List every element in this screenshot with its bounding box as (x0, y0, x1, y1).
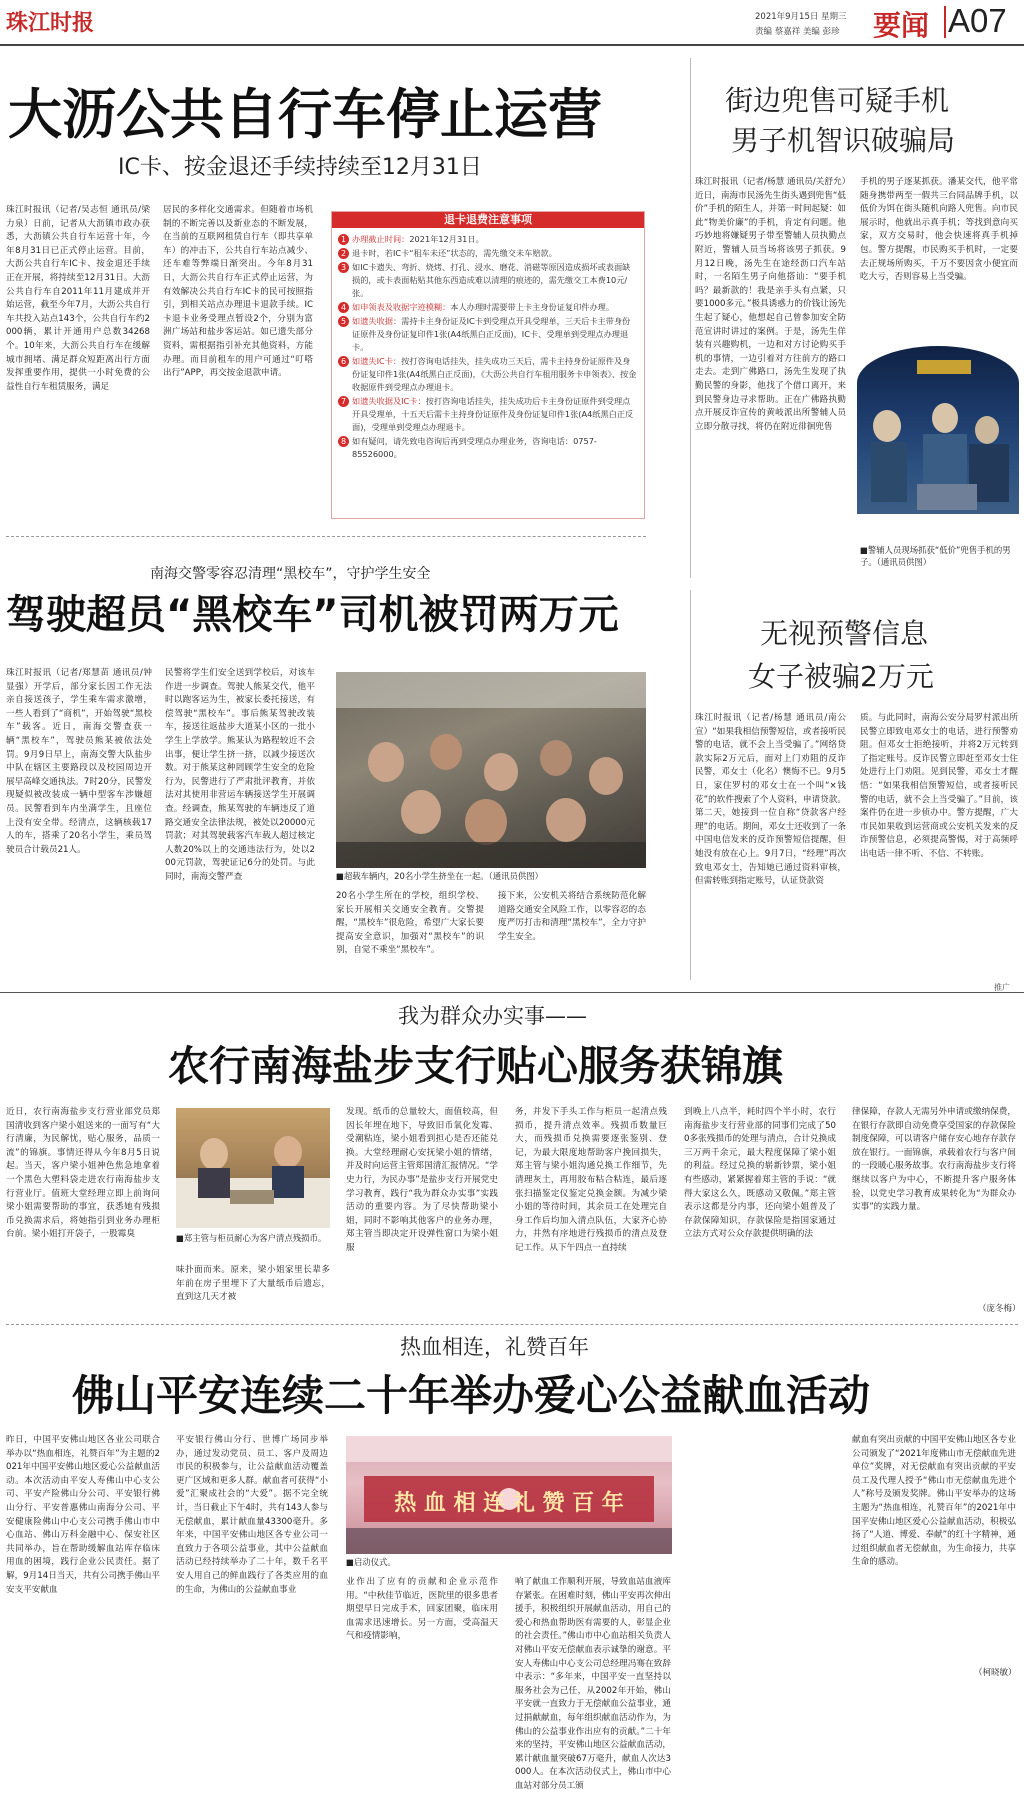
story6-col-mid (684, 1434, 836, 1680)
story2-photo (857, 346, 1019, 514)
story4-col1: 珠江时报讯（记者/杨慧 通讯员/南公宣）“如果我相信预警短信，或者接听民警的电话，就不会上当受骗了。”网络贷款实际2万元后，面对上门劝阻的反诈民警，邓女士（化名）懊悔不已。9月5日，家住罗村的邓女士在一个叫“×钱花”的软件搜索了个人资料，申请贷款。第二天，她接到一位自称“贷款客户经理”的电话。期间，邓女士还收到了一条中国电信发来的反诈预警短信提醒，但她没有放在心上。9月7日，“经理”再次致电邓女士，告知她已通过资料审核，但需转账到指定账号，认证贷款资 (695, 713, 846, 887)
story5-kicker: 我为群众办实事—— (398, 1004, 587, 1028)
notice-item (338, 355, 638, 394)
notice-item-text: 退卡时，若IC卡“租车未还”状态的，需先缴交未车赔款。 (352, 248, 557, 258)
story1-col2: 居民的多样化交通需求。但随着市场机制的不断完善以及新业态的不断发展，在当前的互联网租赁自行车（即共享单车）的冲击下，公共自行车站点减少、还车难等弊端日渐突出。今年8月31日，大沥公共自行车正式停止运营，为有效解决公共自行车IC卡的民可按照指引，到相关站点办理退卡退款手续。IC卡退卡业务受理点暂设2个，分别为富洲广场站和盐步客运站。如已遗失部分资料，需根据指引补充其他资料，方能办理。而目前租车的用户可通过“叮嗒出行”APP，再交按金退款申请。 (163, 205, 313, 379)
notice-item-text: 需持卡主身份证及IC卡到受理点开具受理单，三天后卡主带身份证原件及身份证复印件1张(A4纸黑白正反面)，IC卡、受理单到受理点办理退卡。 (352, 316, 631, 352)
story5-col6: 律保障，存款人无需另外申请或缴纳保费，在银行存款即自动免费享受国家的存款保险制度保障，可以请客户储存安心地存存款存放在银行。一面锦旗，承载着农行与客户间的一段暖心服务故事。农行南海盐步支行将继续以客户为中心，不断提升客户服务体验，以党史学习教育成果转化为“为群众办实事”的实践力量。 (852, 1107, 1016, 1213)
advert-rule (0, 992, 1024, 993)
story2-headline-line2: 男子机智识破骗局 (731, 124, 956, 157)
notice-item (338, 261, 638, 300)
notice-item-text: 如有疑问，请先致电咨询后再到受理点办理业务，咨询电话：0757-85526000。 (352, 436, 597, 459)
notice-item (338, 435, 638, 461)
story6-photo (346, 1436, 672, 1554)
story5-photo (176, 1108, 330, 1228)
story3-col2: 民警将学生们安全送到学校后，对该车作进一步调查。驾驶人熊某交代，他平时以跑客运为生，被家长委托接送，有偿驾驶“黑校车”。事后熊某驾驶改装车，接送往返盐步大道某小区的一批小学生上学放学。熊某认为路程较近不会出事，便让学生挤一挤，以减少接送次数。对于熊某这种罔顾学生安全的危险行为，民警进行了严肃批评教育，并依法对其使用非营运车辆接送学生开展调查。经调查，熊某驾驶的车辆违反了道路交通安全法律法规，被处以20000元罚款；对其驾驶载客汽车载人超过核定人数20%以上的交通违法行为，处以200元罚款，驾驶证记6分的处罚。与此同时，南海交警严查 (165, 668, 315, 882)
story3-kicker: 南海交警零容忍清理“黑校车”，守护学生安全 (150, 566, 431, 582)
story1-subhead: IC卡、按金退还手续持续至12月31日 (118, 155, 482, 180)
story2-col2: 手机的男子逐某抓获。潘某交代，他平常随身携带两至一假共三台同品牌手机，以低价为饵在街头随机向路人兜售。向市民展示时，他就出示真手机；等找到意向买家，双方交易时，他会快速将真手机掉包。警方提醒，市民购买手机时，一定要去正规场所购买，千万不要因贪小便宜而吃大亏，否则容易上当受骗。 (860, 177, 1018, 283)
story6-col1: 昨日，中国平安佛山地区各业公司联合举办以“热血相连，礼赞百年”为主题的2021年中国平安佛山地区爱心公益献血活动。本次活动由平安人寿佛山中心支公司、平安产险佛山分公司、平安银行佛山分行、平安普惠佛山南海分公司、平安健康险佛山中心支公司携手佛山市中心血站、佛山万科金融中心、保安社区共同举办，旨在帮助缓解血站库存临床用血的困境，践行企业公民责任。据了解，9月14日当天，共有公司携手佛山平安支平安献血 (6, 1435, 160, 1595)
notice-item-label: 如遗失收据及IC卡： (352, 396, 426, 406)
story5-col1: 近日，农行南海盐步支行营业部党员郑国清收到客户梁小姐送来的一面写有“大行清廉，为民解忧，贴心服务，品质一流”的锦旗。事情还得从今年8月5日说起。当天，客户梁小姐神色焦急地拿着一个黑色大塑料袋走进农行南海盐步支行营业厅。值班大堂经理立即上前询问梁小姐需要帮助的事宜，获悉她有残损币兑换需求后，将她指引到业务办理柜台前。梁小姐打开袋子，一股霉臭 (6, 1107, 160, 1240)
story6-col2: 平安银行佛山分行、世博广场同步举办，通过发动党员、员工、客户及周边市民的积极参与，让公益献血活动覆盖更广区域和更多人群。献血者可获得“小爱”汇聚成社会的“大爱”。据不完全统计，当日截止下午4时，共有143人参与无偿献血，累计献血量43300毫升。多年来，中国平安佛山地区各专业公司一直致力于各项公益事业，其中公益献血活动已经持续举办了二十年，数千名平安人用自己的鲜血践行了各类应用的血的生命，为佛山的公益献血事业 (176, 1435, 328, 1595)
story5-col5: 到晚上八点半，耗时四个半小时，农行南海盐步支行营业部的同事们完成了500多张残损币的处理与清点，合计兑换成三万两千余元，最大程度保障了梁小姐的利益。经过兑换的崭新钞票，梁小姐有些感动，紧紧握着郑主管的手说：“就得大家这么久，既感动又敬佩。”郑主管表示这都是分内事，还向梁小姐普及了存款保障知识，存款保险是指国家通过立法方式对公众存款提供明确的法 (684, 1107, 836, 1240)
notice-item-label: 如遗失IC卡： (352, 356, 402, 366)
story5-byline: （庞冬梅） (978, 1304, 1021, 1314)
story3-col3: 20名小学生所在的学校，组织学校、家长开展相关交通安全教育。交警提醒，“黑校车”很危险，希望广大家长要提高安全意识，加强对“黑校车”的识别，自觉不乘坐“黑校车”。 (336, 891, 484, 956)
notice-item-label: 办理截止时间： (352, 234, 410, 244)
notice-item (338, 233, 638, 246)
story6-headline: 佛山平安连续二十年举办爱心公益献血活动 (72, 1371, 871, 1420)
story3-caption: ■超载车辆内，20名小学生挤坐在一起。（通讯员供图） (336, 871, 543, 881)
notice-item-text: 按打咨询电话挂失，挂失成功后卡主身份证原件到受理点开具受理单，十五天后需卡主持身份证原件及身份证复印件1张(A4纸黑白正反面)，受理单到受理点办理退卡。 (352, 396, 634, 432)
notice-number-icon: 6 (338, 356, 349, 367)
section-divider (6, 1324, 1018, 1325)
notice-item-text: 本人办理时需要带上卡主身份证复印件办理。 (450, 302, 615, 312)
notice-number-icon: 2 (338, 248, 349, 259)
story1-headline: 大沥公共自行车停止运营 (8, 83, 602, 146)
notice-number-icon: 7 (338, 396, 349, 407)
notice-number-icon: 5 (338, 316, 349, 327)
notice-number-icon: 8 (338, 436, 349, 447)
story2-caption: ■警辅人员现场抓获“低价”兜售手机的男子。（通讯员供图） (860, 545, 1011, 567)
story3-col1: 珠江时报讯（记者/郑慧苗 通讯员/钟显强）开学后，部分家长因工作无法亲自接送孩子，学生乘车需求激增，一些人看到了“商机”，开始驾驶“黑校车”载客。近日，南海交警查获一辆“黑校车”，驾驶员熊某被依法处罚。9月9日早上，南海交警大队盐步中队在辖区主要路段以及校园周边开展早高峰交通执法。7时20分，民警发现疑似被改装成一辆中型客车涉嫌超员。民警看到车内坐满学生，且座位上没有安全带。经清点，这辆核载17人的车，搭乘了20名小学生，乘员驾驶员合计载员21人。 (6, 668, 152, 855)
notice-item-label: 如遗失收据： (352, 316, 402, 326)
column-rule (690, 590, 691, 980)
notice-item (338, 247, 638, 260)
story5-headline: 农行南海盐步支行贴心服务获锦旗 (168, 1042, 783, 1090)
story5-col2: 味扑面而来。原来，梁小姐家里长辈多年前在房子里埋下了大量纸币后遗忘，直到这几天才被 (176, 1265, 330, 1303)
page-number: A07 (948, 2, 1007, 39)
story5-col4: 务，并发下手头工作与柜员一起清点残损币，提升清点效率。残损币数量巨大，而残损币兑换需要逐张鉴别、登记，为最大限度地帮助客户挽回损失，郑主管与梁小姐沟通兑换工作细节，先清理灰土，再用胶布粘合粘连，最后逐张扫描鉴定仪鉴定兑换金额。为减少梁小姐的等待时间，其余员工在处理完自身工作后均加入清点队伍，大家齐心协力，井然有序地进行残损币的清点及登记工作。从下午四点一直持续 (515, 1107, 667, 1253)
story6-col4-text: 响了献血工作顺利开展，导致血站血液库存紧张。在困难时刻，佛山平安再次伸出援手，积极组织开展献血活动，用自己的爱心和热血帮助医有需要的人，彰显企业的社会责任。”佛山市中心血站相关负责人对佛山平安无偿献血表示诚挚的谢意。平安人寿佛山中心支公司总经理冯骞在致辞中表示：“多年来，中国平安一直坚持以服务社会为己任，从2002年开始，佛山平安就一直致力于无偿献血公益事业，通过捐献献血，每年组织献血活动作为，为佛山的公益事业作出应有的贡献。”二十年来的坚持，平安佛山地区公益献血活动，累计献血量突破67万毫升，献血人次达3000人。在本次活动仪式上，佛山市中心血站对部分员工颁 (515, 1577, 671, 1791)
column-rule (690, 58, 691, 578)
story4-col2: 质。与此同时，南海公安分局罗村派出所民警立即致电邓女士的电话，进行预警劝阻。但邓女士拒绝接听，并将2万元转到了指定账号。反诈民警立即赶至邓女士住处进行上门劝阻。见到民警，邓女士才醒悟：“如果我相信预警短信，或者接听民警的电话，就不会上当受骗了。”目前，该案件仍在进一步侦办中。警方提醒，广大市民如果收到运营商或公安机关发来的反诈预警信息，必须提高警惕，对于高频呼出电话一律不听、不信、不转账。 (860, 713, 1018, 859)
story5-col3: 发现。纸币的总量较大，面值较高，但因长年埋在地下，导致旧币氧化发霉、受潮粘连，梁小姐看到担心是否还能兑换。大堂经理耐心安抚梁小姐的情绪，并及时向运营主管郑国清汇报情况。“学史力行，为民办事”是盐步支行开展党史学习教育，践行“我为群众办实事”实践活动的重要内容。为了尽快帮助梁小姐，同时不影响其他客户的业务办理，郑主管当即决定开设弹性窗口为梁小姐服 (346, 1107, 498, 1253)
issue-date: 2021年9月15日 星期三 (755, 12, 847, 22)
story6-col5: 献血有突出贡献的中国平安佛山地区各专业公司颁发了“2021年度佛山市无偿献血先进单位”奖牌，对无偿献血有突出贡献的平安员工及代理人授予“佛山市无偿献血先进个人”称号及颁发奖牌。佛山平安举办的这场主题为“热血相连，礼赞百年”的2021年中国平安佛山地区爱心公益献血活动，积极弘扬了“人道、博爱、奉献”的红十字精神，通过组织献血者无偿献血，为生命接力，共享生命的感动。 (852, 1435, 1016, 1568)
notice-box (331, 211, 645, 519)
notice-item (338, 301, 638, 314)
masthead: 珠江时报 (6, 10, 95, 36)
section-divider (6, 536, 646, 537)
story3-photo (336, 672, 646, 868)
story6-caption: ■启动仪式。 (346, 1557, 396, 1567)
story6-byline: （柯晓敏） (974, 1668, 1017, 1678)
story3-col4: 接下来，公安机关将结合系统防范化解道路交通安全风险工作，以零容忍的态度严厉打击和清理“黑校车”，全力守护学生安全。 (498, 891, 646, 942)
story2-headline-line1: 街边兜售可疑手机 (725, 84, 950, 117)
section-divider (944, 6, 946, 38)
story2-col1: 珠江时报讯（记者/杨慧 通讯员/关舒允）近日，南海市民汤先生街头遇到兜售“低价”手机的陌生人，并第一时间起疑：如此“物美价廉”的手机，肯定有问题。他巧妙地将嫌疑男子带至警辅人员执勤点附近，警辅人员当场将该男子抓获。9月12日晚，汤先生在途经沥口汽车站时，一名陌生男子向他搭讪：“要手机吗？最新款的！我是亲手头有点紧，只要1000多元。”极具诱惑力的价钱让汤先生起了疑心，他想起自己曾参加安全防范宣讲时讲过的案例。于是，汤先生佯装有兴趣购机，一边和对方讨论购买手机的事情，一边引着对方往前方的路口走去。走到广佛路口，汤先生发现了执勤民警的身影，他找了个借口离开，来到民警身边寻求帮助。正在广佛路执勤点开展反诈宣传的黄岐派出所警辅人员立即分散寻找，将仍在附近徘徊兜售 (695, 177, 846, 432)
section-name: 要闻 (873, 9, 930, 42)
notice-title: 退卡退费注意事项 (332, 212, 644, 228)
notice-item-text: 如IC卡遗失、弯折、烧烤、打孔、浸水、磨花、消磁等原因造成损坏或表面缺损的，或卡表面粘贴其他东西造成难以清理的痕迹的，需先缴交工本费10元/张。 (352, 262, 631, 298)
notice-number-icon: 4 (338, 302, 349, 313)
notice-item (338, 395, 638, 434)
story1-col1: 珠江时报讯（记者/吴志恒 通讯员/梁力泉）日前，记者从大沥镇市政办获悉，大沥镇公共自行车运营十年，今年8月31日已正式停止运营。目前，大沥公共自行车IC卡、按金退还手续正在开展，将持续至12月31日。大沥公共自行车自2011年11月建成并开始运营，截至今年7月，大沥公共自行车共投入站点143个，公共自行车约2000辆，累计开通用户总数34268个。10年来，大沥公共自行车在缓解城市拥堵、满足群众短距离出行方面发挥重要作用，提供一小时免费的公益性自行车租赁服务，满足 (6, 205, 150, 392)
story5-caption: ■郑主管与柜员耐心为客户清点残损币。 (176, 1233, 327, 1243)
notice-item-text: 按打咨询电话挂失，挂失成功三天后，需卡主持身份证原件及身份证复印件1张(A4纸黑白正反面)，《大沥公共自行车租用服务卡申领表》、按金收据原件到受理点办理退卡。 (352, 356, 637, 392)
story3-headline: 驾驶超员“黑校车”司机被罚两万元 (6, 592, 619, 638)
story6-col3: 业作出了应有的贡献和企业示范作用。“中秋佳节临近，医院里的很多患者期望早日完成手术，回家团聚，临床用血需求迅速增长。另一方面，受高温天气和疫情影响， (346, 1577, 498, 1642)
story6-kicker: 热血相连，礼赞百年 (400, 1335, 589, 1359)
story4-headline-line2: 女子被骗2万元 (748, 660, 934, 693)
header-rule (0, 44, 1024, 46)
notice-item (338, 315, 638, 354)
notice-item-text: 2021年12月31日。 (409, 234, 484, 244)
story4-headline-line1: 无视预警信息 (760, 617, 929, 650)
notice-number-icon: 1 (338, 234, 349, 245)
notice-number-icon: 3 (338, 262, 349, 273)
photo-banner-text: 热 血 相 连 礼 赞 百 年 (394, 1490, 624, 1516)
notice-list (332, 228, 644, 461)
notice-item-label: 如申领表及收据字迹模糊： (352, 302, 451, 312)
page-editors: 责编 蔡嘉祥 美编 彭珍 (755, 27, 840, 37)
advert-tag: 推广 (994, 983, 1010, 992)
